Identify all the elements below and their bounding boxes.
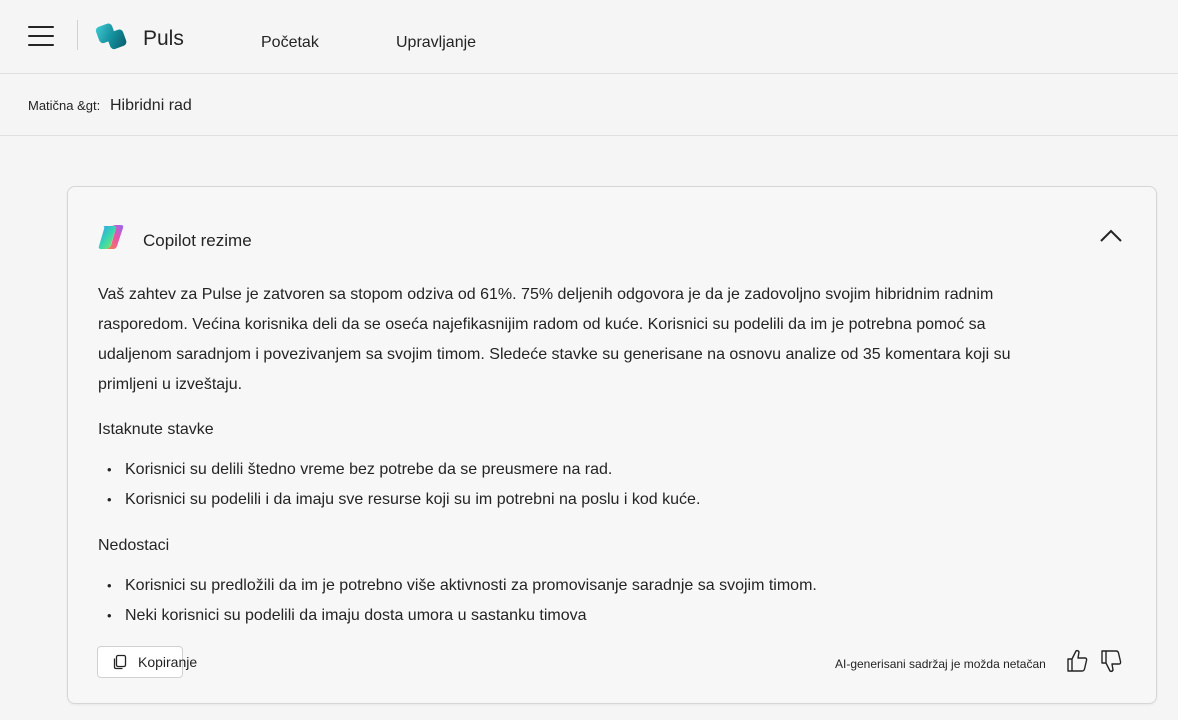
thumbs-down-icon[interactable] [1099, 648, 1123, 674]
top-bar [0, 0, 1178, 74]
nav-item-pocetak[interactable]: Početak [261, 34, 319, 51]
breadcrumb-home-link[interactable]: Matična &gt: [28, 98, 101, 113]
ai-disclaimer: AI-generisani sadržaj je možda netačan [835, 657, 1046, 671]
drawbacks-heading: Nedostaci [98, 537, 170, 554]
highlights-list [98, 455, 700, 515]
nav-item-upravljanje[interactable]: Upravljanje [396, 34, 477, 51]
puls-logo-icon [95, 19, 129, 53]
chevron-up-icon[interactable] [1096, 223, 1126, 249]
copy-button[interactable] [97, 646, 198, 678]
summary-text: Vaš zahtev za Pulse je zatvoren sa stopom odziva od 61%. 75% deljenih odgovora je da je zadovoljno svojim hibridnim radnim rasporedom. Većina korisnika deli da se oseća najefikasnijim radom od kuće. Korisnici su podelili da im je potrebna pomoć sa udaljenom saradnjom i povezivanjem sa svojim timom. Sledeće stavke su generisane na osnovu analize od 35 komentara koji su primljeni u izveštaju. [98, 286, 1011, 393]
header-divider [77, 20, 78, 50]
drawbacks-list [98, 571, 817, 631]
copy-button-label: Kopiranje [138, 654, 198, 670]
copilot-summary-card [67, 186, 1157, 704]
breadcrumb-current: Hibridni rad [110, 97, 192, 114]
hamburger-menu-icon[interactable] [28, 26, 54, 46]
highlights-heading: Istaknute stavke [98, 421, 214, 438]
list-item: • Neki korisnici su podelili da imaju dosta umora u sastanku timova [98, 601, 817, 631]
copilot-icon [97, 223, 127, 251]
copy-icon [112, 654, 128, 670]
app-title: Puls [143, 27, 184, 50]
card-title: Copilot rezime [143, 231, 252, 250]
list-item: • Korisnici su delili štedno vreme bez potrebe da se preusmere na rad. [98, 455, 700, 485]
breadcrumb [0, 74, 1178, 136]
list-item: • Korisnici su predložili da im je potrebno više aktivnosti za promovisanje saradnje sa svojim timom. [98, 571, 817, 601]
list-item: • Korisnici su podelili i da imaju sve resurse koji su im potrebni na poslu i kod kuće. [98, 485, 700, 515]
thumbs-up-icon[interactable] [1065, 648, 1089, 674]
